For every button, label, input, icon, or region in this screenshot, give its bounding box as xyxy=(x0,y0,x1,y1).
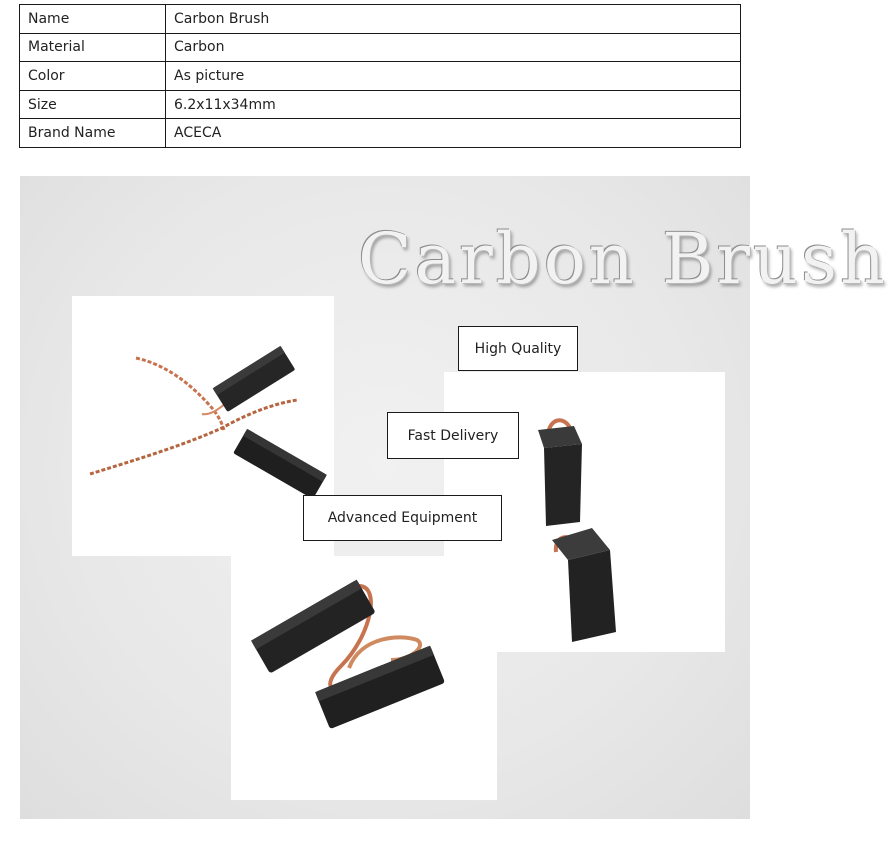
product-photo-flat-brushes xyxy=(231,556,497,800)
spec-key: Color xyxy=(20,62,166,91)
spec-value: 6.2x11x34mm xyxy=(166,90,741,119)
spec-value: As picture xyxy=(166,62,741,91)
spec-value: ACECA xyxy=(166,119,741,148)
spec-key: Name xyxy=(20,5,166,34)
feature-tag-fast-delivery: Fast Delivery xyxy=(387,412,519,459)
spec-row-color xyxy=(20,62,741,91)
spec-value: Carbon xyxy=(166,33,741,62)
product-spec-table xyxy=(19,4,741,148)
spec-row-brand-name xyxy=(20,119,741,148)
spec-row-size xyxy=(20,90,741,119)
product-banner xyxy=(20,176,888,819)
spec-row-name xyxy=(20,5,741,34)
feature-tag-advanced-equipment: Advanced Equipment xyxy=(303,495,502,541)
spec-key: Material xyxy=(20,33,166,62)
spec-key: Brand Name xyxy=(20,119,166,148)
banner-title: Carbon Brush xyxy=(358,218,888,300)
spec-row-material xyxy=(20,33,741,62)
spec-value: Carbon Brush xyxy=(166,5,741,34)
feature-tag-high-quality: High Quality xyxy=(458,326,578,371)
product-photo-crossed-wires xyxy=(72,296,334,556)
spec-key: Size xyxy=(20,90,166,119)
